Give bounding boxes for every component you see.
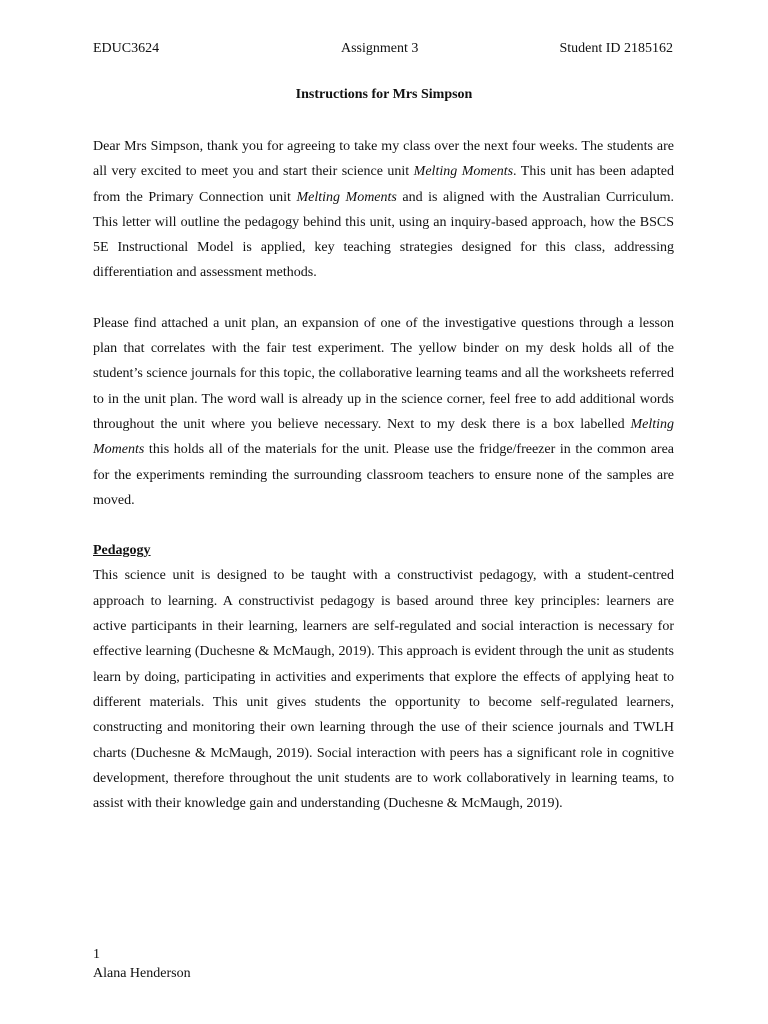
unit-title-italic: Melting Moments [296,189,397,205]
author-name: Alana Henderson [93,966,191,981]
text-run: and is aligned with the Australian Curriculum. This letter will outline the pedagogy behind this unit, using an inquiry-based approach, how the BSCS 5E Instructional Model is applied, key teaching strategies designed for this class, addressing differentiation and assessment methods. [93,189,675,281]
page-number: 1 [93,947,100,962]
materials-paragraph [93,311,674,513]
text-run: Dear Mrs Simpson, thank you for agreeing to take my class over the next four weeks. The students are all very excited to meet you and start their science unit [93,139,674,180]
text-run: this holds all of the materials for the unit. Please use the fridge/freezer in the common area for the experiments reminding the surrounding classroom teachers to ensure none of the samples are moved. [93,442,674,508]
page-footer [93,945,191,983]
unit-title-italic: Melting Moments [93,416,674,458]
course-code: EDUC3624 [93,41,160,56]
intro-paragraph [93,134,674,286]
document-title: Instructions for Mrs Simpson [295,87,473,102]
text-run: Please find attached a unit plan, an expansion of one of the investigative questions through a lesson plan that correlates with the fair test experiment. The yellow binder on my desk holds all of the student’s science journals for this topic, the collaborative learning teams and all the worksheets referred to in the unit plan. The word wall is already up in the science corner, feel free to add additional words throughout the unit where you believe necessary. Next to my desk there is a box labelled [93,315,674,432]
unit-title-italic: Melting Moments [413,164,514,180]
page-header [93,41,673,61]
text-run: . This unit has been adapted from the Primary Connection unit [93,164,674,205]
document-body [93,134,674,816]
pedagogy-paragraph: This science unit is designed to be taught with a constructivist pedagogy, with a student-centred approach to learning. A constructivist pedagogy is based around three key principles: learners are active participants in their learning, learners are self-regulated and social interaction is necessary for effective learning (Duchesne & McMaugh, 2019). This approach is evident through the unit as students learn by doing, participating in activities and experiments that explore the effects of applying heat to different materials. This unit gives students the opportunity to become self-regulated learners, constructing and monitoring their own learning through the use of their science journals and TWLH charts (Duchesne & McMaugh, 2019). Social interaction with peers has a significant role in cognitive development, therefore throughout the unit students are to work collaboratively in learning teams, to assist with their knowledge gain and understanding (Duchesne & McMaugh, 2019). [93,568,674,812]
assignment-label: Assignment 3 [341,41,419,56]
pedagogy-heading: Pedagogy [93,543,151,559]
student-id: Student ID 2185162 [559,41,673,56]
